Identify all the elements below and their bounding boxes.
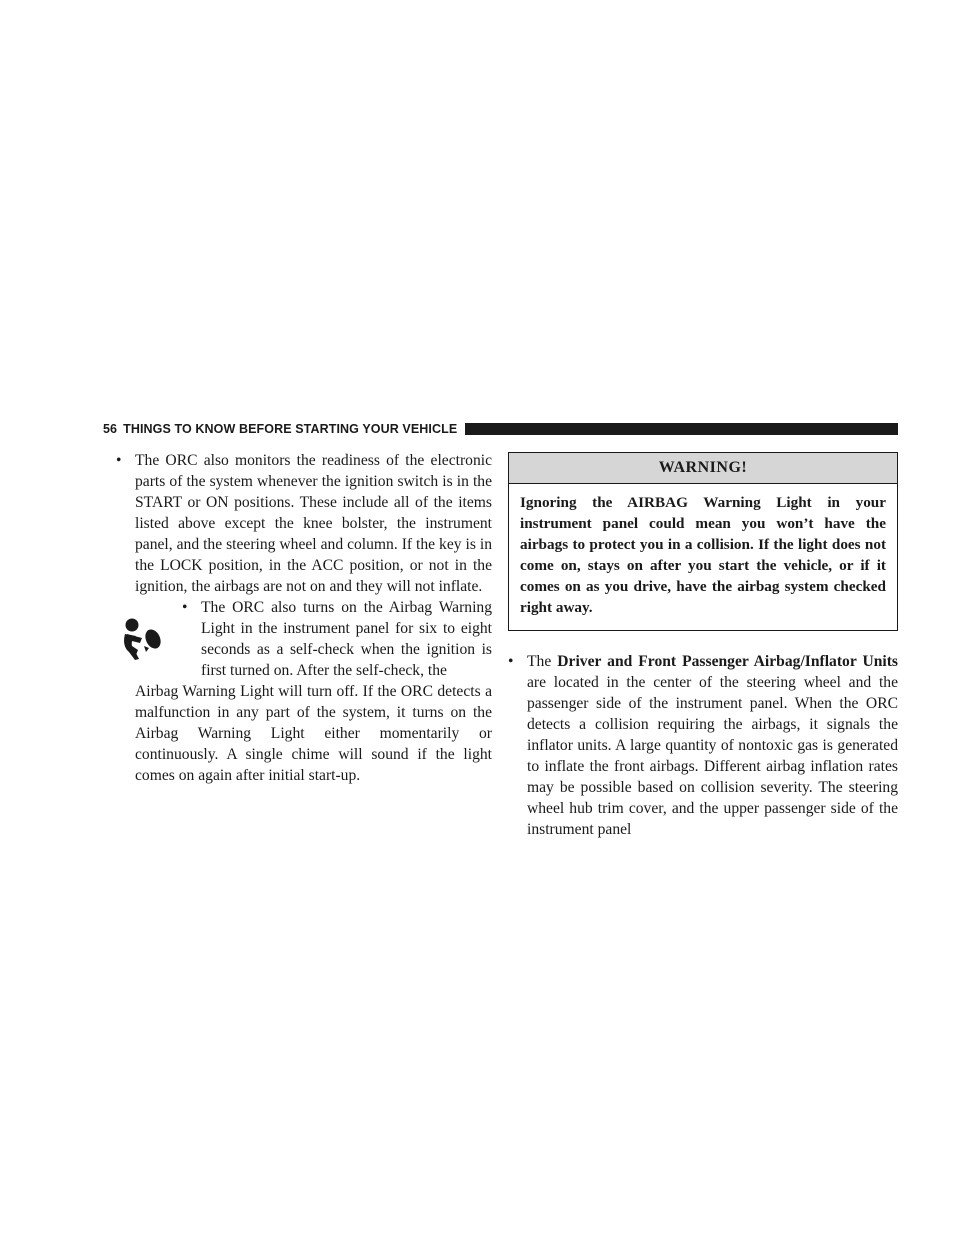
warning-body: Ignoring the AIRBAG Warning Light in your instrument panel could mean you won’t have the airbags to protect you in a collision. If the light does not come on, stays on after you start the vehicle, or if it comes on as you drive, have the airbag system checked right away.: [520, 494, 886, 616]
warning-title: WARNING!: [509, 453, 897, 484]
page-header: [103, 420, 898, 438]
icon-paragraph-text: [182, 597, 492, 681]
bullet: •: [116, 452, 122, 469]
warning-box: [508, 452, 898, 631]
paragraph-continuation: Airbag Warning Light will turn off. If the ORC detects a malfunction in any part of the system, it turns on the Airbag Warning Light either momentarily or continuously. A single chime will sound if the light comes on again after initial start-up.: [135, 683, 492, 784]
left-column: [116, 450, 492, 786]
list-item: [116, 450, 492, 597]
header-rule: [465, 423, 898, 435]
bullet: •: [508, 653, 514, 670]
page-number: 56: [103, 422, 118, 436]
paragraph-text: are located in the center of the steering wheel and the passenger side of the instrument panel. When the ORC detects a collision requiring the airbags, it signals the inflator units. A large quantity of nontoxic gas is generated to inflate the front airbags. Different airbag inflation rates may be possible based on collision severity. The steering wheel hub trim cover, and the upper passenger side of the instrument panel: [527, 674, 898, 838]
paragraph-text: The ORC also turns on the Airbag Warning Light in the instrument panel for six to eight seconds as a self-check when the ignition is first turned on. After the self-check, the: [201, 599, 492, 679]
bold-term: Driver and Front Passenger Airbag/Inflator Units: [557, 653, 899, 670]
lead-text: The: [527, 653, 552, 670]
airbag-warning-icon: [120, 617, 166, 661]
header-text: [103, 422, 457, 436]
icon-paragraph: [116, 597, 492, 681]
section-title: THINGS TO KNOW BEFORE STARTING YOUR VEHICLE: [123, 422, 458, 436]
paragraph-text: The ORC also monitors the readiness of the electronic parts of the system whenever the ignition switch is in the START or ON positions. These include all of the items listed above except the knee bolster, the instrument panel, and the steering wheel and column. If the key is in the LOCK position, in the ACC position, or not in the ignition, the airbags are not on and they will not inflate.: [135, 452, 492, 595]
bullet: •: [182, 599, 188, 616]
right-column: [508, 452, 898, 840]
list-item: [508, 651, 898, 840]
